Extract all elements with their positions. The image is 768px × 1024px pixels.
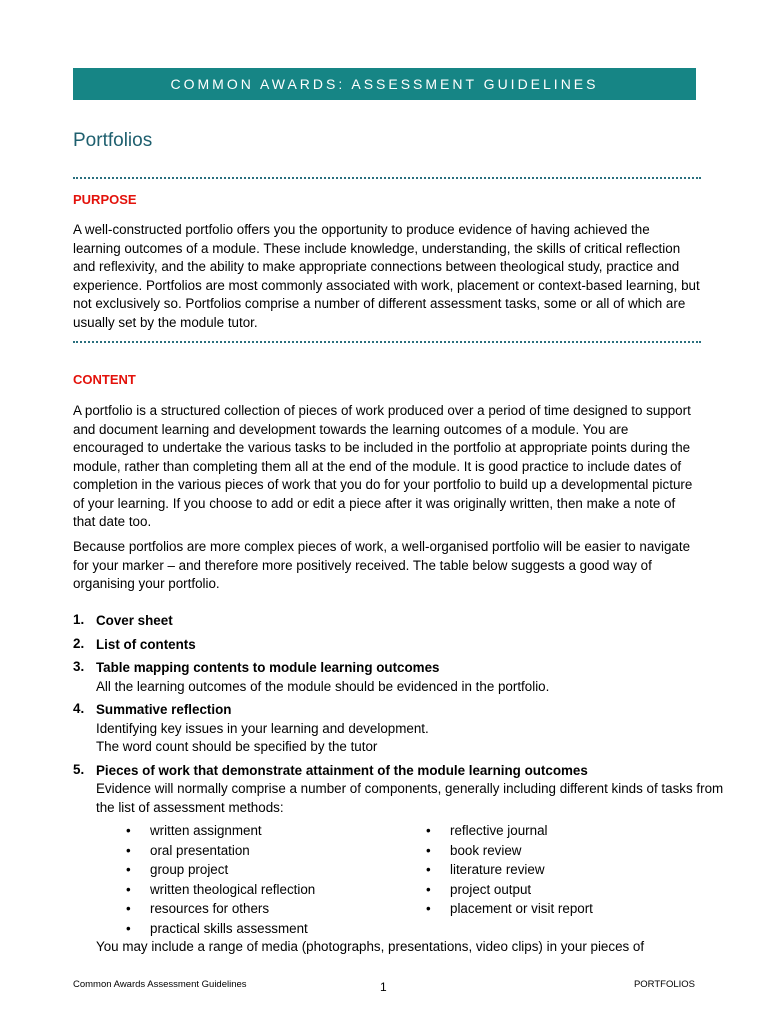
list-item-title: Pieces of work that demonstrate attainment of the module learning outcomes (96, 762, 588, 778)
method-item (126, 821, 426, 841)
bullet-icon: • (126, 823, 131, 838)
method-item (126, 899, 426, 919)
portfolio-structure-list (73, 612, 724, 962)
list-item-text: Evidence will normally comprise a number of components, generally including different kinds of tasks from the list of assessment methods: (96, 781, 724, 815)
assessment-methods-list (126, 821, 726, 938)
bullet-icon: • (126, 842, 131, 858)
list-item-title: List of contents (96, 636, 196, 652)
method-item (126, 880, 426, 900)
bullet-icon: • (126, 920, 131, 936)
bullet-icon: • (126, 901, 131, 916)
list-item-title: Table mapping contents to module learning outcomes (96, 660, 440, 675)
method-item (426, 841, 726, 861)
list-item (73, 659, 701, 696)
footer-section-name: PORTFOLIOS (633, 979, 695, 990)
method-label: project output (450, 881, 532, 897)
method-label: placement or visit report (450, 901, 593, 916)
method-label: practical skills assessment (150, 920, 308, 936)
list-item (73, 636, 701, 655)
method-label: book review (450, 842, 522, 858)
bullet-icon: • (426, 823, 431, 838)
method-label: written assignment (150, 823, 262, 838)
list-item-text: All the learning outcomes of the module should be evidenced in the portfolio. (96, 678, 550, 694)
list-item (73, 701, 701, 757)
content-paragraph-2: Because portfolios are more complex pieces of work, a well-organised portfolio will be easier to navigate for your marker – and therefore more positively received. The table below suggests a good way of organising your portfolio. (73, 539, 691, 591)
list-item-text: You may include a range of media (photographs, presentations, video clips) in your pieces of (96, 939, 645, 954)
list-item (73, 761, 724, 957)
method-label: reflective journal (450, 823, 548, 838)
list-number: 2. (73, 635, 85, 651)
bullet-icon: • (426, 901, 431, 916)
bullet-icon: • (426, 842, 431, 858)
footer-document-title: Common Awards Assessment Guidelines (73, 979, 247, 990)
method-item (126, 919, 426, 939)
purpose-text: A well-constructed portfolio offers you the opportunity to produce evidence of having achieved the learning outcomes of a module. These include knowledge, understanding, the skills of critical reflection and reflexivity, and the ability to make appropriate connections between theological study, practice and experience. Portfolios are most commonly associated with work, placement or context-based learning, but not exclusively so. Portfolios comprise a number of different assessment tasks, some or all of which are usually set by the module tutor. (73, 222, 700, 330)
bullet-icon: • (126, 862, 131, 877)
bullet-icon: • (126, 881, 131, 897)
list-number: 4. (73, 701, 85, 716)
method-item (126, 860, 426, 880)
bullet-icon: • (426, 862, 431, 877)
divider (73, 341, 701, 343)
list-item (73, 612, 701, 631)
list-item-text: The word count should be specified by the tutor (96, 739, 378, 754)
content-heading: CONTENT (73, 372, 136, 387)
method-label: resources for others (150, 901, 270, 916)
method-item (126, 841, 426, 861)
method-item (426, 880, 726, 900)
list-item-title: Cover sheet (96, 613, 173, 628)
list-number: 1. (73, 612, 85, 627)
page-title: Portfolios (73, 130, 153, 151)
method-item (426, 860, 726, 880)
content-paragraph-1: A portfolio is a structured collection of pieces of work produced over a period of time designed to support and document learning and development towards the learning outcomes of a module. You are encouraged to undertake the various tasks to be included in the portfolio at appropriate points during the module, rather than completing them all at the end of the module. It is good practice to include dates of completion in the various pieces of work that you do for your portfolio to build up a developmental picture of your learning. If you choose to add or edit a piece after it was originally written, then make a note of that date too. (73, 403, 693, 529)
list-item-text: Identifying key issues in your learning and development. (96, 720, 429, 736)
list-number: 5. (73, 761, 85, 777)
document-banner: COMMON AWARDS: ASSESSMENT GUIDELINES (73, 68, 696, 100)
bullet-icon: • (426, 881, 431, 897)
page-number: 1 (380, 980, 387, 994)
method-label: group project (150, 862, 229, 877)
divider (73, 177, 701, 179)
method-label: written theological reflection (150, 881, 316, 897)
method-label: oral presentation (150, 842, 250, 858)
purpose-heading: PURPOSE (73, 192, 137, 207)
method-label: literature review (450, 862, 545, 877)
method-item (426, 821, 726, 841)
method-item (426, 899, 726, 919)
list-item-title: Summative reflection (96, 702, 232, 717)
list-number: 3. (73, 659, 85, 674)
